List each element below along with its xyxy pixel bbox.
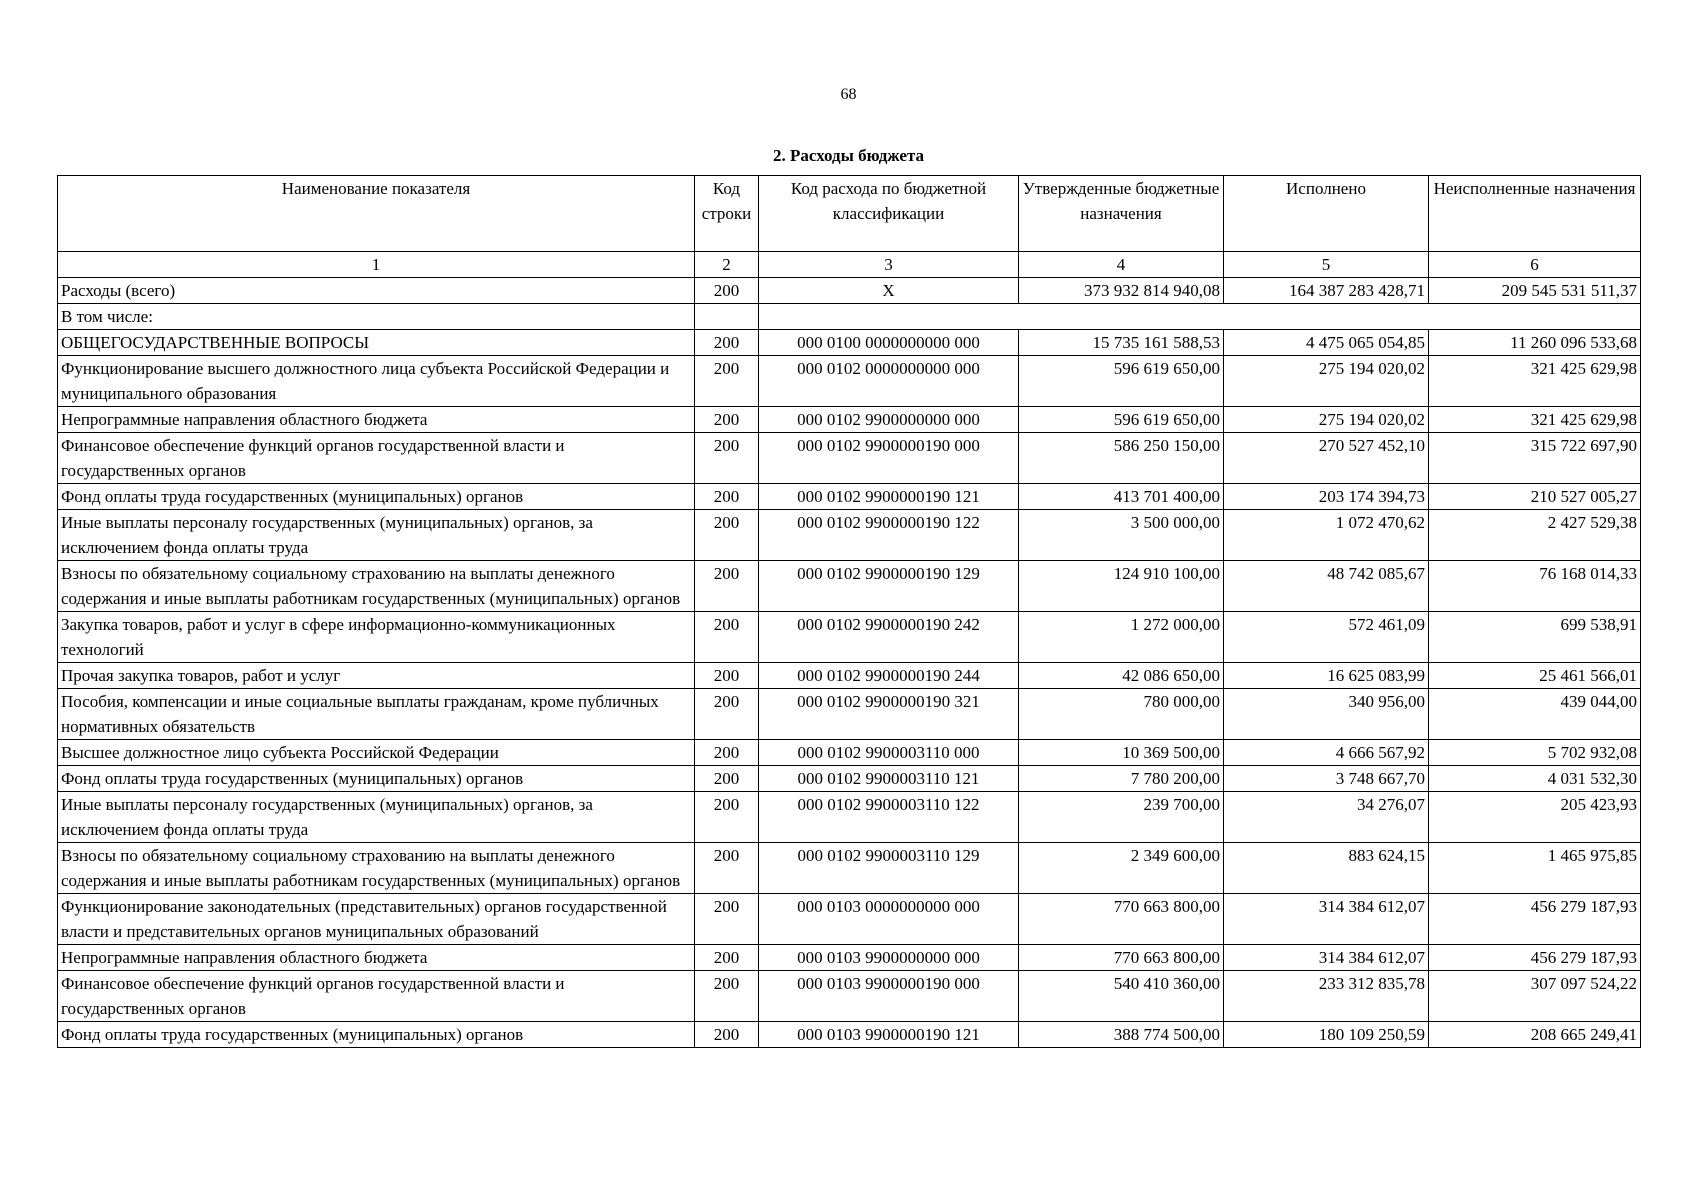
row-classification-code-cell: 000 0102 9900000190 321 bbox=[759, 689, 1019, 740]
table-body bbox=[58, 278, 1641, 1048]
row-classification-code-cell: 000 0102 9900000190 244 bbox=[759, 663, 1019, 689]
row-classification-code-cell: 000 0102 9900000190 000 bbox=[759, 433, 1019, 484]
row-executed-cell: 164 387 283 428,71 bbox=[1224, 278, 1429, 304]
row-executed-cell: 16 625 083,99 bbox=[1224, 663, 1429, 689]
row-approved-cell: 388 774 500,00 bbox=[1019, 1022, 1224, 1048]
row-unexecuted-cell: 25 461 566,01 bbox=[1429, 663, 1641, 689]
row-unexecuted-cell: 456 279 187,93 bbox=[1429, 945, 1641, 971]
row-name-cell: Высшее должностное лицо субъекта Российской Федерации bbox=[58, 740, 695, 766]
row-line-code-cell: 200 bbox=[695, 407, 759, 433]
row-classification-code-cell: 000 0102 9900003110 129 bbox=[759, 843, 1019, 894]
row-line-code-cell: 200 bbox=[695, 330, 759, 356]
row-classification-code-cell: 000 0103 9900000000 000 bbox=[759, 945, 1019, 971]
row-executed-cell: 1 072 470,62 bbox=[1224, 510, 1429, 561]
column-number: 3 bbox=[759, 252, 1019, 278]
row-unexecuted-cell: 5 702 932,08 bbox=[1429, 740, 1641, 766]
row-approved-cell: 596 619 650,00 bbox=[1019, 356, 1224, 407]
row-classification-code-cell: 000 0102 9900000190 121 bbox=[759, 484, 1019, 510]
row-approved-cell: 42 086 650,00 bbox=[1019, 663, 1224, 689]
row-approved-cell: 770 663 800,00 bbox=[1019, 894, 1224, 945]
row-approved-cell: 7 780 200,00 bbox=[1019, 766, 1224, 792]
empty-cell bbox=[759, 304, 1641, 330]
table-row bbox=[58, 945, 1641, 971]
row-line-code-cell: 200 bbox=[695, 433, 759, 484]
row-unexecuted-cell: 307 097 524,22 bbox=[1429, 971, 1641, 1022]
header-budget-classification-code: Код расхода по бюджетной классификации bbox=[759, 176, 1019, 252]
row-name-cell: Расходы (всего) bbox=[58, 278, 695, 304]
row-classification-code-cell: 000 0102 9900003110 122 bbox=[759, 792, 1019, 843]
row-approved-cell: 1 272 000,00 bbox=[1019, 612, 1224, 663]
table-row bbox=[58, 971, 1641, 1022]
row-executed-cell: 314 384 612,07 bbox=[1224, 945, 1429, 971]
row-name-cell: Закупка товаров, работ и услуг в сфере информационно-коммуникационных технологий bbox=[58, 612, 695, 663]
row-unexecuted-cell: 4 031 532,30 bbox=[1429, 766, 1641, 792]
row-name-cell: Прочая закупка товаров, работ и услуг bbox=[58, 663, 695, 689]
table-row bbox=[58, 843, 1641, 894]
row-name-cell: Взносы по обязательному социальному страхованию на выплаты денежного содержания и иные выплаты работникам государственных (муниципальных) органов bbox=[58, 561, 695, 612]
expenses-table bbox=[57, 175, 1641, 1048]
row-unexecuted-cell: 209 545 531 511,37 bbox=[1429, 278, 1641, 304]
row-unexecuted-cell: 315 722 697,90 bbox=[1429, 433, 1641, 484]
row-name-cell: Фонд оплаты труда государственных (муниципальных) органов bbox=[58, 766, 695, 792]
row-approved-cell: 3 500 000,00 bbox=[1019, 510, 1224, 561]
table-row bbox=[58, 740, 1641, 766]
row-executed-cell: 203 174 394,73 bbox=[1224, 484, 1429, 510]
table-row bbox=[58, 278, 1641, 304]
row-line-code-cell: 200 bbox=[695, 1022, 759, 1048]
table-row bbox=[58, 330, 1641, 356]
row-approved-cell: 586 250 150,00 bbox=[1019, 433, 1224, 484]
row-line-code-cell: 200 bbox=[695, 484, 759, 510]
row-approved-cell: 596 619 650,00 bbox=[1019, 407, 1224, 433]
row-classification-code-cell: 000 0103 0000000000 000 bbox=[759, 894, 1019, 945]
row-executed-cell: 270 527 452,10 bbox=[1224, 433, 1429, 484]
row-line-code-cell: 200 bbox=[695, 278, 759, 304]
row-unexecuted-cell: 205 423,93 bbox=[1429, 792, 1641, 843]
column-number: 6 bbox=[1429, 252, 1641, 278]
row-approved-cell: 770 663 800,00 bbox=[1019, 945, 1224, 971]
row-approved-cell: 124 910 100,00 bbox=[1019, 561, 1224, 612]
row-approved-cell: 373 932 814 940,08 bbox=[1019, 278, 1224, 304]
column-number: 5 bbox=[1224, 252, 1429, 278]
row-line-code-cell: 200 bbox=[695, 663, 759, 689]
row-unexecuted-cell: 2 427 529,38 bbox=[1429, 510, 1641, 561]
table-row bbox=[58, 612, 1641, 663]
row-line-code-cell: 200 bbox=[695, 689, 759, 740]
column-number: 4 bbox=[1019, 252, 1224, 278]
table-row bbox=[58, 356, 1641, 407]
table-row bbox=[58, 407, 1641, 433]
row-name-cell: Иные выплаты персоналу государственных (муниципальных) органов, за исключением фонда оплаты труда bbox=[58, 510, 695, 561]
row-executed-cell: 233 312 835,78 bbox=[1224, 971, 1429, 1022]
row-classification-code-cell: 000 0103 9900000190 000 bbox=[759, 971, 1019, 1022]
row-unexecuted-cell: 210 527 005,27 bbox=[1429, 484, 1641, 510]
row-classification-code-cell: 000 0102 9900003110 121 bbox=[759, 766, 1019, 792]
row-unexecuted-cell: 439 044,00 bbox=[1429, 689, 1641, 740]
row-classification-code-cell: 000 0102 0000000000 000 bbox=[759, 356, 1019, 407]
row-approved-cell: 413 701 400,00 bbox=[1019, 484, 1224, 510]
row-executed-cell: 4 666 567,92 bbox=[1224, 740, 1429, 766]
row-name-cell: Взносы по обязательному социальному страхованию на выплаты денежного содержания и иные выплаты работникам государственных (муниципальных) органов bbox=[58, 843, 695, 894]
page-number: 68 bbox=[840, 86, 857, 103]
row-name-cell: ОБЩЕГОСУДАРСТВЕННЫЕ ВОПРОСЫ bbox=[58, 330, 695, 356]
row-name-cell: Пособия, компенсации и иные социальные выплаты гражданам, кроме публичных нормативных обязательств bbox=[58, 689, 695, 740]
row-executed-cell: 3 748 667,70 bbox=[1224, 766, 1429, 792]
row-unexecuted-cell: 1 465 975,85 bbox=[1429, 843, 1641, 894]
table-row bbox=[58, 561, 1641, 612]
column-number: 2 bbox=[695, 252, 759, 278]
row-line-code-cell: 200 bbox=[695, 356, 759, 407]
table-row bbox=[58, 663, 1641, 689]
column-number: 1 bbox=[58, 252, 695, 278]
table-row bbox=[58, 1022, 1641, 1048]
row-classification-code-cell: 000 0100 0000000000 000 bbox=[759, 330, 1019, 356]
row-executed-cell: 275 194 020,02 bbox=[1224, 407, 1429, 433]
row-line-code-cell: 200 bbox=[695, 766, 759, 792]
table-row bbox=[58, 484, 1641, 510]
header-line-code: Код строки bbox=[695, 176, 759, 252]
table-row bbox=[58, 689, 1641, 740]
row-executed-cell: 48 742 085,67 bbox=[1224, 561, 1429, 612]
row-classification-code-cell: 000 0102 9900000190 242 bbox=[759, 612, 1019, 663]
row-name-cell: Фонд оплаты труда государственных (муниципальных) органов bbox=[58, 1022, 695, 1048]
row-executed-cell: 883 624,15 bbox=[1224, 843, 1429, 894]
table-row bbox=[58, 766, 1641, 792]
row-unexecuted-cell: 456 279 187,93 bbox=[1429, 894, 1641, 945]
row-executed-cell: 180 109 250,59 bbox=[1224, 1022, 1429, 1048]
row-approved-cell: 780 000,00 bbox=[1019, 689, 1224, 740]
row-classification-code-cell: 000 0102 9900000190 129 bbox=[759, 561, 1019, 612]
row-line-code-cell: 200 bbox=[695, 561, 759, 612]
including-row bbox=[58, 304, 1641, 330]
header-indicator-name: Наименование показателя bbox=[58, 176, 695, 252]
including-label: В том числе: bbox=[58, 304, 695, 330]
row-line-code-cell: 200 bbox=[695, 971, 759, 1022]
table-row bbox=[58, 433, 1641, 484]
row-name-cell: Непрограммные направления областного бюджета bbox=[58, 407, 695, 433]
row-line-code-cell: 200 bbox=[695, 740, 759, 766]
row-classification-code-cell: 000 0102 9900003110 000 bbox=[759, 740, 1019, 766]
row-name-cell: Непрограммные направления областного бюджета bbox=[58, 945, 695, 971]
table-row bbox=[58, 894, 1641, 945]
row-unexecuted-cell: 208 665 249,41 bbox=[1429, 1022, 1641, 1048]
row-approved-cell: 239 700,00 bbox=[1019, 792, 1224, 843]
row-classification-code-cell: X bbox=[759, 278, 1019, 304]
row-approved-cell: 10 369 500,00 bbox=[1019, 740, 1224, 766]
row-approved-cell: 2 349 600,00 bbox=[1019, 843, 1224, 894]
header-executed: Исполнено bbox=[1224, 176, 1429, 252]
row-line-code-cell: 200 bbox=[695, 510, 759, 561]
row-executed-cell: 4 475 065 054,85 bbox=[1224, 330, 1429, 356]
row-executed-cell: 314 384 612,07 bbox=[1224, 894, 1429, 945]
row-executed-cell: 572 461,09 bbox=[1224, 612, 1429, 663]
row-line-code-cell: 200 bbox=[695, 894, 759, 945]
table-row bbox=[58, 792, 1641, 843]
row-unexecuted-cell: 321 425 629,98 bbox=[1429, 356, 1641, 407]
row-name-cell: Иные выплаты персоналу государственных (муниципальных) органов, за исключением фонда оплаты труда bbox=[58, 792, 695, 843]
row-executed-cell: 34 276,07 bbox=[1224, 792, 1429, 843]
row-classification-code-cell: 000 0103 9900000190 121 bbox=[759, 1022, 1019, 1048]
row-approved-cell: 540 410 360,00 bbox=[1019, 971, 1224, 1022]
row-classification-code-cell: 000 0102 9900000000 000 bbox=[759, 407, 1019, 433]
section-title: 2. Расходы бюджета bbox=[772, 146, 925, 165]
row-name-cell: Функционирование высшего должностного лица субъекта Российской Федерации и муниципального образования bbox=[58, 356, 695, 407]
row-approved-cell: 15 735 161 588,53 bbox=[1019, 330, 1224, 356]
header-unexecuted: Неисполненные назначения bbox=[1429, 176, 1641, 252]
row-unexecuted-cell: 11 260 096 533,68 bbox=[1429, 330, 1641, 356]
row-name-cell: Финансовое обеспечение функций органов государственной власти и государственных органов bbox=[58, 971, 695, 1022]
row-name-cell: Фонд оплаты труда государственных (муниципальных) органов bbox=[58, 484, 695, 510]
row-name-cell: Финансовое обеспечение функций органов государственной власти и государственных органов bbox=[58, 433, 695, 484]
row-line-code-cell: 200 bbox=[695, 792, 759, 843]
row-classification-code-cell: 000 0102 9900000190 122 bbox=[759, 510, 1019, 561]
row-line-code-cell: 200 bbox=[695, 612, 759, 663]
row-name-cell: Функционирование законодательных (представительных) органов государственной власти и представительных органов муниципальных образований bbox=[58, 894, 695, 945]
row-executed-cell: 340 956,00 bbox=[1224, 689, 1429, 740]
row-line-code-cell: 200 bbox=[695, 843, 759, 894]
row-unexecuted-cell: 699 538,91 bbox=[1429, 612, 1641, 663]
table-row bbox=[58, 510, 1641, 561]
row-line-code-cell: 200 bbox=[695, 945, 759, 971]
row-unexecuted-cell: 76 168 014,33 bbox=[1429, 561, 1641, 612]
row-unexecuted-cell: 321 425 629,98 bbox=[1429, 407, 1641, 433]
empty-cell bbox=[695, 304, 759, 330]
header-approved: Утвержденные бюджетные назначения bbox=[1019, 176, 1224, 252]
row-executed-cell: 275 194 020,02 bbox=[1224, 356, 1429, 407]
